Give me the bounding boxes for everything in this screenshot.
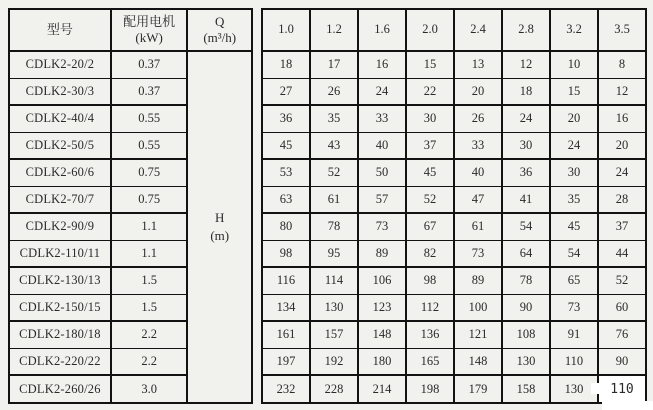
head-value-cell: 20 [598, 132, 646, 159]
table-row [262, 105, 646, 132]
head-value-cell: 100 [454, 294, 502, 321]
head-value-cell: 30 [406, 105, 454, 132]
head-value-cell: 80 [262, 213, 310, 240]
table-row [262, 321, 646, 348]
motor-kw-cell: 1.5 [111, 294, 188, 321]
motor-kw-cell: 0.75 [111, 159, 188, 186]
head-value-cell: 15 [406, 51, 454, 78]
motor-kw-cell: 0.55 [111, 132, 188, 159]
head-value-cell: 73 [454, 240, 502, 267]
head-value-cell: 130 [550, 375, 598, 403]
head-value-cell: 40 [454, 159, 502, 186]
header-row [9, 9, 252, 51]
head-unit-line2: (m) [210, 228, 230, 243]
head-value-cell: 16 [358, 51, 406, 78]
head-value-cell: 158 [502, 375, 550, 403]
head-value-cell: 20 [454, 78, 502, 105]
head-value-cell: 17 [310, 51, 358, 78]
head-unit-line1: H [215, 210, 225, 226]
head-value-cell: 61 [310, 186, 358, 213]
model-cell: CDLK2-150/15 [9, 294, 111, 321]
table-row [262, 78, 646, 105]
motor-kw-cell: 1.1 [111, 213, 188, 240]
table-row [262, 240, 646, 267]
head-value-cell: 28 [598, 186, 646, 213]
head-value-cell: 40 [358, 132, 406, 159]
motor-kw-cell: 1.1 [111, 240, 188, 267]
flow-header-cell: 1.2 [310, 9, 358, 51]
table-row [262, 186, 646, 213]
head-value-cell: 45 [262, 132, 310, 159]
head-value-cell: 37 [406, 132, 454, 159]
table-row [262, 267, 646, 294]
head-value-cell: 45 [406, 159, 454, 186]
motor-power-header-line2: (kW) [135, 30, 163, 45]
table-row [262, 348, 646, 375]
table-row [262, 294, 646, 321]
head-value-cell: 78 [502, 267, 550, 294]
head-value-cell: 106 [358, 267, 406, 294]
model-cell: CDLK2-180/18 [9, 321, 111, 348]
head-value-cell: 130 [502, 348, 550, 375]
head-value-cell: 89 [358, 240, 406, 267]
white-smudge-artifact [591, 383, 600, 394]
head-value-cell: 8 [598, 51, 646, 78]
head-value-cell: 12 [502, 51, 550, 78]
head-value-cell: 73 [550, 294, 598, 321]
head-value-cell: 12 [598, 78, 646, 105]
head-value-cell: 98 [406, 267, 454, 294]
head-value-cell: 18 [262, 51, 310, 78]
head-value-cell: 110 [550, 348, 598, 375]
head-value-cell: 30 [502, 132, 550, 159]
head-value-cell: 54 [550, 240, 598, 267]
head-value-cell: 198 [406, 375, 454, 403]
head-value-cell: 37 [598, 213, 646, 240]
flow-header-cell: 3.2 [550, 9, 598, 51]
head-value-cell: 89 [454, 267, 502, 294]
head-value-cell: 95 [310, 240, 358, 267]
motor-kw-cell: 0.55 [111, 105, 188, 132]
model-header: 型号 [9, 9, 111, 51]
head-value-cell: 33 [358, 105, 406, 132]
head-value-cell: 57 [358, 186, 406, 213]
head-value-cell: 15 [550, 78, 598, 105]
head-value-cell: 43 [310, 132, 358, 159]
head-value-cell: 228 [310, 375, 358, 403]
head-value-cell: 192 [310, 348, 358, 375]
head-value-cell: 148 [358, 321, 406, 348]
head-value-cell: 13 [454, 51, 502, 78]
head-value-cell: 165 [406, 348, 454, 375]
head-value-cell: 67 [406, 213, 454, 240]
table-row [262, 213, 646, 240]
flow-header-cell: 1.0 [262, 9, 310, 51]
motor-kw-cell: 2.2 [111, 348, 188, 375]
model-cell: CDLK2-20/2 [9, 51, 111, 78]
head-value-cell: 91 [550, 321, 598, 348]
flow-q-header-line1: Q [215, 13, 225, 29]
head-value-cell: 27 [262, 78, 310, 105]
head-value-cell: 35 [550, 186, 598, 213]
table-row [9, 51, 252, 78]
head-value-cell: 123 [358, 294, 406, 321]
head-value-cell: 10 [550, 51, 598, 78]
head-value-cell: 20 [550, 105, 598, 132]
head-value-cell: 232 [262, 375, 310, 403]
head-value-cell: 16 [598, 105, 646, 132]
head-value-cell: 18 [502, 78, 550, 105]
flow-q-header [187, 9, 252, 51]
head-value-cell: 148 [454, 348, 502, 375]
head-value-cell: 114 [310, 267, 358, 294]
head-value-cell: 24 [550, 132, 598, 159]
motor-kw-cell: 1.5 [111, 267, 188, 294]
head-value-cell: 26 [310, 78, 358, 105]
model-cell: CDLK2-50/5 [9, 132, 111, 159]
head-value-cell: 53 [262, 159, 310, 186]
model-motor-table [8, 8, 253, 404]
head-value-cell: 24 [358, 78, 406, 105]
motor-power-header [111, 9, 188, 51]
head-value-cell: 52 [406, 186, 454, 213]
model-cell: CDLK2-130/13 [9, 267, 111, 294]
model-cell: CDLK2-260/26 [9, 375, 111, 403]
head-value-cell: 130 [310, 294, 358, 321]
head-value-cell: 54 [502, 213, 550, 240]
head-value-cell: 136 [406, 321, 454, 348]
motor-power-header-line1: 配用电机 [123, 13, 176, 29]
table-row [262, 132, 646, 159]
head-value-cell: 161 [262, 321, 310, 348]
head-value-cell: 110 [598, 375, 646, 403]
head-value-cell: 116 [262, 267, 310, 294]
motor-kw-cell: 3.0 [111, 375, 188, 403]
head-value-cell: 41 [502, 186, 550, 213]
flow-header-cell: 3.5 [598, 9, 646, 51]
head-value-cell: 26 [454, 105, 502, 132]
pump-performance-table [8, 8, 647, 404]
head-values-table [261, 8, 647, 404]
head-value-cell: 90 [598, 348, 646, 375]
head-value-cell: 33 [454, 132, 502, 159]
head-value-cell: 98 [262, 240, 310, 267]
head-value-cell: 157 [310, 321, 358, 348]
model-cell: CDLK2-60/6 [9, 159, 111, 186]
head-value-cell: 108 [502, 321, 550, 348]
head-value-cell: 36 [262, 105, 310, 132]
head-value-cell: 214 [358, 375, 406, 403]
flow-header-cell: 2.8 [502, 9, 550, 51]
head-value-cell: 47 [454, 186, 502, 213]
table-row [262, 51, 646, 78]
head-value-cell: 24 [502, 105, 550, 132]
head-value-cell: 64 [502, 240, 550, 267]
head-value-cell: 90 [502, 294, 550, 321]
head-value-cell: 121 [454, 321, 502, 348]
head-value-cell: 197 [262, 348, 310, 375]
head-value-cell: 22 [406, 78, 454, 105]
flow-values-header-row [262, 9, 646, 51]
head-value-cell: 44 [598, 240, 646, 267]
head-value-cell: 82 [406, 240, 454, 267]
head-value-cell: 60 [598, 294, 646, 321]
head-value-cell: 73 [358, 213, 406, 240]
head-value-cell: 76 [598, 321, 646, 348]
head-unit-cell [187, 51, 252, 403]
motor-kw-cell: 0.37 [111, 78, 188, 105]
white-patch-artifact [602, 401, 653, 410]
head-value-cell: 65 [550, 267, 598, 294]
flow-q-header-line2: (m³/h) [203, 30, 237, 45]
model-cell: CDLK2-220/22 [9, 348, 111, 375]
model-cell: CDLK2-30/3 [9, 78, 111, 105]
head-value-cell: 134 [262, 294, 310, 321]
head-value-cell: 52 [310, 159, 358, 186]
head-value-cell: 78 [310, 213, 358, 240]
head-value-cell: 30 [550, 159, 598, 186]
table-row [262, 375, 646, 403]
model-cell: CDLK2-90/9 [9, 213, 111, 240]
head-value-cell: 45 [550, 213, 598, 240]
motor-kw-cell: 2.2 [111, 321, 188, 348]
head-value-cell: 63 [262, 186, 310, 213]
flow-header-cell: 2.4 [454, 9, 502, 51]
head-value-cell: 50 [358, 159, 406, 186]
head-value-cell: 36 [502, 159, 550, 186]
head-value-cell: 179 [454, 375, 502, 403]
model-cell: CDLK2-40/4 [9, 105, 111, 132]
flow-header-cell: 2.0 [406, 9, 454, 51]
head-value-cell: 24 [598, 159, 646, 186]
table-row [262, 159, 646, 186]
motor-kw-cell: 0.37 [111, 51, 188, 78]
motor-kw-cell: 0.75 [111, 186, 188, 213]
model-cell: CDLK2-70/7 [9, 186, 111, 213]
head-value-cell: 61 [454, 213, 502, 240]
head-value-cell: 35 [310, 105, 358, 132]
flow-header-cell: 1.6 [358, 9, 406, 51]
head-value-cell: 180 [358, 348, 406, 375]
head-value-cell: 52 [598, 267, 646, 294]
head-value-cell: 112 [406, 294, 454, 321]
model-cell: CDLK2-110/11 [9, 240, 111, 267]
